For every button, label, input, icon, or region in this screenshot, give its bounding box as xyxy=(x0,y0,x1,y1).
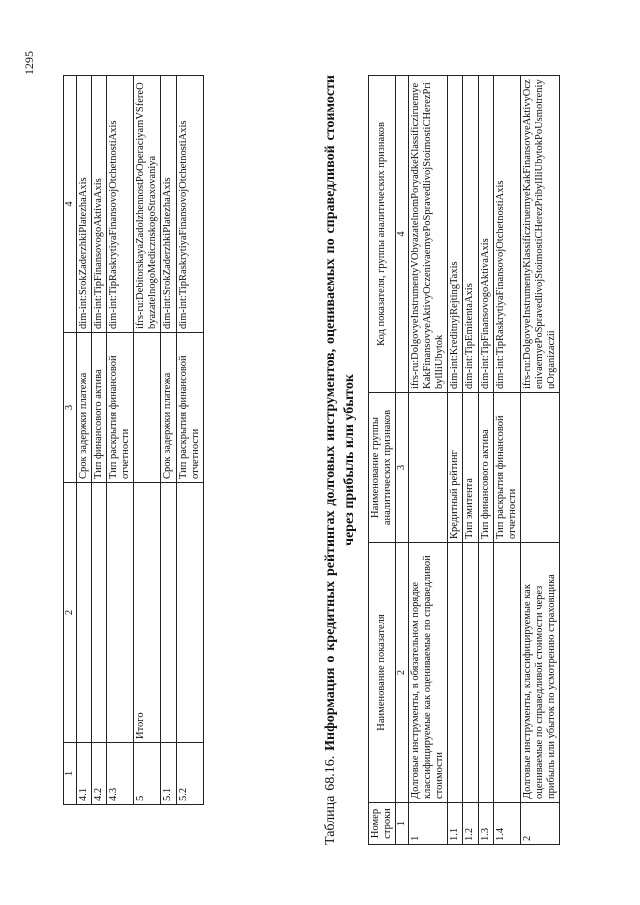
table-row xyxy=(92,76,107,805)
row-number: 5.1 xyxy=(161,743,176,805)
group-name: Срок задержки платежа xyxy=(77,333,92,483)
indicator-code: dim-int:SrokZaderzhkiPlatezhaAxis xyxy=(161,76,176,333)
group-name: Тип раскрытия финансовой отчетности xyxy=(107,333,134,483)
indicator-code: ifrs-ru:DolgovyeInstrumentyVObyazatelnomPoryadkeKlassificziruemyeKakFinansovyeAktivyOczenivaemyePoSpravedlivojStoimostiCHerezPribylIliUbytok xyxy=(409,76,448,393)
indicator-name: Итого xyxy=(134,483,161,743)
indicator-code: dim-int:TipFinansovogoAktivaAxis xyxy=(478,76,493,393)
group-name: Тип раскрытия финансовой отчетности xyxy=(176,333,203,483)
col-number: 4 xyxy=(396,76,409,393)
row-number: 5 xyxy=(134,743,161,805)
group-name: Тип раскрытия финансовой отчетности xyxy=(493,393,520,543)
column-number-row xyxy=(396,76,409,845)
group-name xyxy=(409,393,448,543)
row-number: 4.1 xyxy=(77,743,92,805)
caption-title: Информация о кредитных рейтингах долговых инструментов, оцениваемых по справедливой стоимости через прибыль или убыток xyxy=(323,75,357,751)
header-row xyxy=(369,76,396,845)
indicator-name: Долговые инструменты, классифицируемые как оцениваемые по справедливой стоимости через прибыль или убыток по усмотрению страховщика xyxy=(520,543,559,803)
col-number: 2 xyxy=(396,543,409,803)
indicator-name xyxy=(92,483,107,743)
row-number: 1.3 xyxy=(478,803,493,845)
group-name xyxy=(520,393,559,543)
table-row xyxy=(161,76,176,805)
page-number: 1295 xyxy=(22,51,36,75)
col-number: 3 xyxy=(64,333,77,483)
indicator-name: Долговые инструменты, в обязательном порядке классифицируемые как оцениваемые по справедливой стоимости xyxy=(409,543,448,803)
indicator-name xyxy=(448,543,463,803)
table-row xyxy=(520,76,559,845)
indicator-code: dim-int:TipRaskrytiyaFinansovojOtchetnostiAxis xyxy=(107,76,134,333)
indicator-name xyxy=(463,543,478,803)
table-row xyxy=(493,76,520,845)
row-number: 1.4 xyxy=(493,803,520,845)
header-indicator-name: Наименование показателя xyxy=(369,543,396,803)
indicator-name xyxy=(176,483,203,743)
table-caption xyxy=(322,75,360,845)
indicator-name xyxy=(478,543,493,803)
row-number: 1.2 xyxy=(463,803,478,845)
col-number: 4 xyxy=(64,76,77,333)
indicator-name xyxy=(161,483,176,743)
indicator-code: ifrs-ru:DebitorskayaZadolzhennostPoOperaciyamVSfereObyazatelnogoMedicznskogoStraxovaniya xyxy=(134,76,161,333)
indicator-code: dim-int:TipFinansovogoAktivaAxis xyxy=(92,76,107,333)
group-name: Кредитный рейтинг xyxy=(448,393,463,543)
group-name xyxy=(134,333,161,483)
indicator-name xyxy=(493,543,520,803)
header-row-number: Номер строки xyxy=(369,803,396,845)
row-number: 1.1 xyxy=(448,803,463,845)
caption-prefix: Таблица 68.16. xyxy=(323,750,338,845)
row-number: 4.3 xyxy=(107,743,134,805)
credit-rating-table xyxy=(368,75,560,845)
header-group-name: Наименование группы аналитических признаков xyxy=(369,393,396,543)
row-number: 2 xyxy=(520,803,559,845)
table-row xyxy=(463,76,478,845)
row-number: 5.2 xyxy=(176,743,203,805)
indicator-code: ifrs-ru:DolgovyeInstrumentyKlassificziruemyeKakFinansovyeAktivyOczenivaemyePoSpravedlivojStoimostiCHerezPribylIliUbytokPoUsmotreniyuOrganizaczii xyxy=(520,76,559,393)
group-name: Тип финансового актива xyxy=(92,333,107,483)
indicator-code: dim-int:TipRaskrytiyaFinansovojOtchetnostiAxis xyxy=(493,76,520,393)
row-number: 1 xyxy=(409,803,448,845)
table-row xyxy=(107,76,134,805)
table-row xyxy=(77,76,92,805)
group-name: Тип финансового актива xyxy=(478,393,493,543)
col-number: 2 xyxy=(64,483,77,743)
table-row xyxy=(134,76,161,805)
row-number: 4.2 xyxy=(92,743,107,805)
indicator-code: dim-int:SrokZaderzhkiPlatezhaAxis xyxy=(77,76,92,333)
header-code: Код показателя, группы аналитических признаков xyxy=(369,76,396,393)
group-name: Тип эмитента xyxy=(463,393,478,543)
indicator-name xyxy=(77,483,92,743)
indicator-code: dim-int:TipRaskrytiyaFinansovojOtchetnostiAxis xyxy=(176,76,203,333)
group-name: Срок задержки платежа xyxy=(161,333,176,483)
continuation-table xyxy=(63,75,204,805)
table-row xyxy=(448,76,463,845)
table-row xyxy=(409,76,448,845)
col-number: 1 xyxy=(396,803,409,845)
col-number: 1 xyxy=(64,743,77,805)
col-number: 3 xyxy=(396,393,409,543)
indicator-code: dim-int:TipEmitentaAxis xyxy=(463,76,478,393)
indicator-code: dim-int:KreditnyjRejtingTaxis xyxy=(448,76,463,393)
column-number-row xyxy=(64,76,77,805)
table-row xyxy=(176,76,203,805)
table-row xyxy=(478,76,493,845)
indicator-name xyxy=(107,483,134,743)
